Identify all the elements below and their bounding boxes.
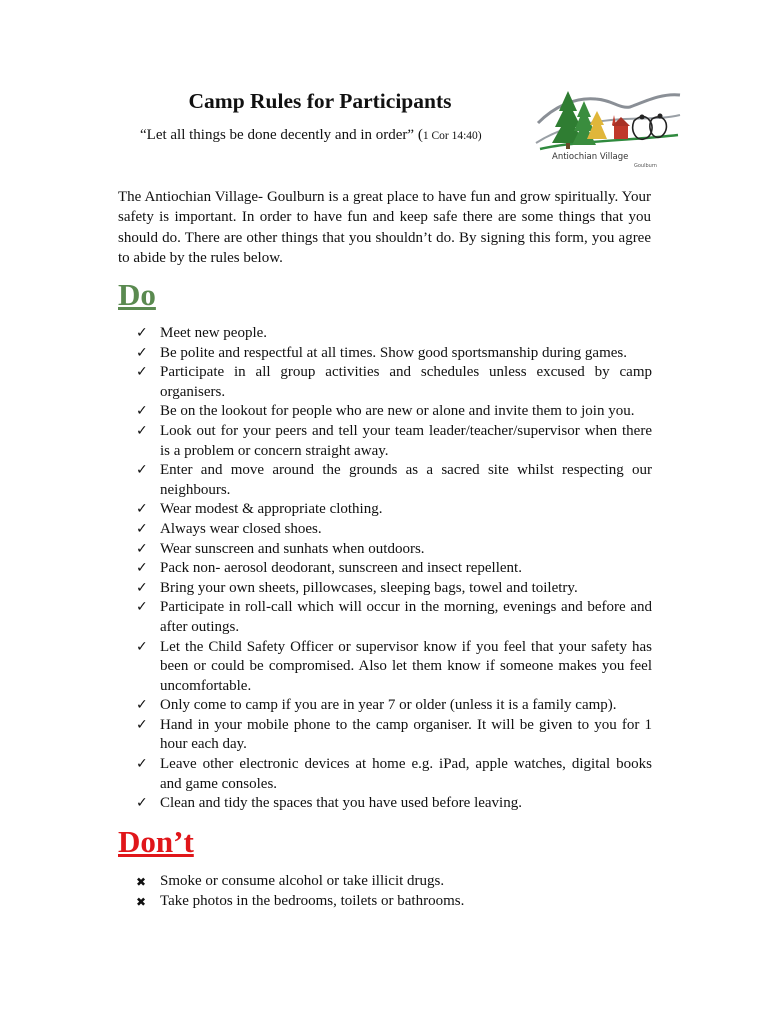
rule-item — [136, 716, 652, 755]
check-icon: ✓ — [136, 403, 148, 420]
rule-item — [136, 520, 652, 540]
rule-item — [136, 892, 652, 912]
check-icon: ✓ — [136, 756, 148, 773]
rule-item — [136, 422, 652, 461]
page-title: Camp Rules for Participants — [188, 89, 452, 113]
check-icon: ✓ — [136, 344, 148, 361]
rule-text: Participate in roll-call which will occur in the morning, evenings and before and after outings. — [160, 599, 652, 635]
check-icon: ✓ — [136, 501, 148, 518]
check-icon: ✓ — [136, 638, 148, 655]
check-icon: ✓ — [136, 560, 148, 577]
rule-item — [136, 402, 652, 422]
rule-text: Only come to camp if you are in year 7 or older (unless it is a family camp). — [160, 697, 617, 714]
rule-item — [136, 461, 652, 500]
cross-icon: ✖ — [136, 894, 147, 909]
quote-text: “Let all things be done decently and in order” ( — [140, 127, 423, 143]
dont-heading: Don’t — [118, 824, 194, 859]
check-icon: ✓ — [136, 697, 148, 714]
rule-text: Be on the lookout for people who are new or alone and invite them to join you. — [160, 403, 635, 420]
rule-item — [136, 579, 652, 599]
rule-text: Smoke or consume alcohol or take illicit drugs. — [160, 873, 445, 889]
rule-text: Clean and tidy the spaces that you have used before leaving. — [160, 795, 522, 812]
rule-text: Wear sunscreen and sunhats when outdoors. — [160, 540, 425, 557]
rule-item — [136, 755, 652, 794]
rule-text: Pack non- aerosol deodorant, sunscreen and insect repellent. — [160, 560, 522, 577]
rule-item — [136, 794, 652, 814]
rule-text: Leave other electronic devices at home e.g. iPad, apple watches, digital books and game consoles. — [160, 756, 652, 792]
check-icon: ✓ — [136, 540, 148, 557]
rule-item — [136, 872, 652, 892]
bible-quote — [140, 127, 482, 144]
do-list — [136, 324, 652, 814]
rule-text: Wear modest & appropriate clothing. — [160, 501, 383, 518]
check-icon: ✓ — [136, 599, 148, 616]
quote-reference: 1 Cor 14:40) — [422, 130, 482, 142]
check-icon: ✓ — [136, 795, 148, 812]
rule-item — [136, 324, 652, 344]
rule-item — [136, 344, 652, 364]
rule-text: Take photos in the bedrooms, toilets or bathrooms. — [160, 892, 465, 909]
rule-item — [136, 363, 652, 402]
intro-paragraph: The Antiochian Village- Goulburn is a great place to have fun and grow spiritually. Your safety is important. In order to have fun and keep safe there are some things that you should do. There are other things that you shouldn’t do. By signing this form, you agree to abide by the rules below. — [118, 189, 651, 267]
check-icon: ✓ — [136, 579, 148, 596]
rule-text: Be polite and respectful at all times. Show good sportsmanship during games. — [160, 344, 628, 361]
rule-text: Hand in your mobile phone to the camp organiser. It will be given to you for 1 hour each day. — [160, 716, 652, 753]
rule-item — [136, 598, 652, 637]
dont-list — [136, 872, 652, 911]
rule-item — [136, 559, 652, 579]
cross-icon: ✖ — [136, 875, 147, 889]
rule-item — [136, 540, 652, 560]
check-icon: ✓ — [136, 716, 148, 733]
check-icon: ✓ — [136, 364, 148, 381]
check-icon: ✓ — [136, 462, 148, 479]
rule-text: Participate in all group activities and schedules unless excused by camp organisers. — [160, 364, 652, 400]
logo-subtext: Goulburn — [634, 163, 657, 169]
rule-item — [136, 638, 652, 697]
rule-text: Let the Child Safety Officer or supervisor know if you feel that your safety has been or could be compromised. Also let them know if someone makes you feel uncomfortable. — [160, 638, 652, 694]
do-heading: Do — [118, 277, 156, 312]
rule-text: Look out for your peers and tell your team leader/teacher/supervisor when there is a problem or concern straight away. — [160, 422, 652, 459]
rule-text: Always wear closed shoes. — [160, 520, 322, 537]
antiochian-village-logo — [534, 85, 682, 170]
logo-text: Antiochian Village — [552, 152, 629, 162]
check-icon: ✓ — [136, 520, 148, 537]
rule-item — [136, 696, 652, 716]
rule-item — [136, 500, 652, 520]
rule-text: Enter and move around the grounds as a sacred site whilst respecting our neighbours. — [160, 462, 652, 498]
check-icon: ✓ — [136, 325, 148, 341]
rule-text: Bring your own sheets, pillowcases, sleeping bags, towel and toiletry. — [160, 579, 578, 596]
rule-text: Meet new people. — [160, 325, 268, 341]
check-icon: ✓ — [136, 422, 148, 439]
